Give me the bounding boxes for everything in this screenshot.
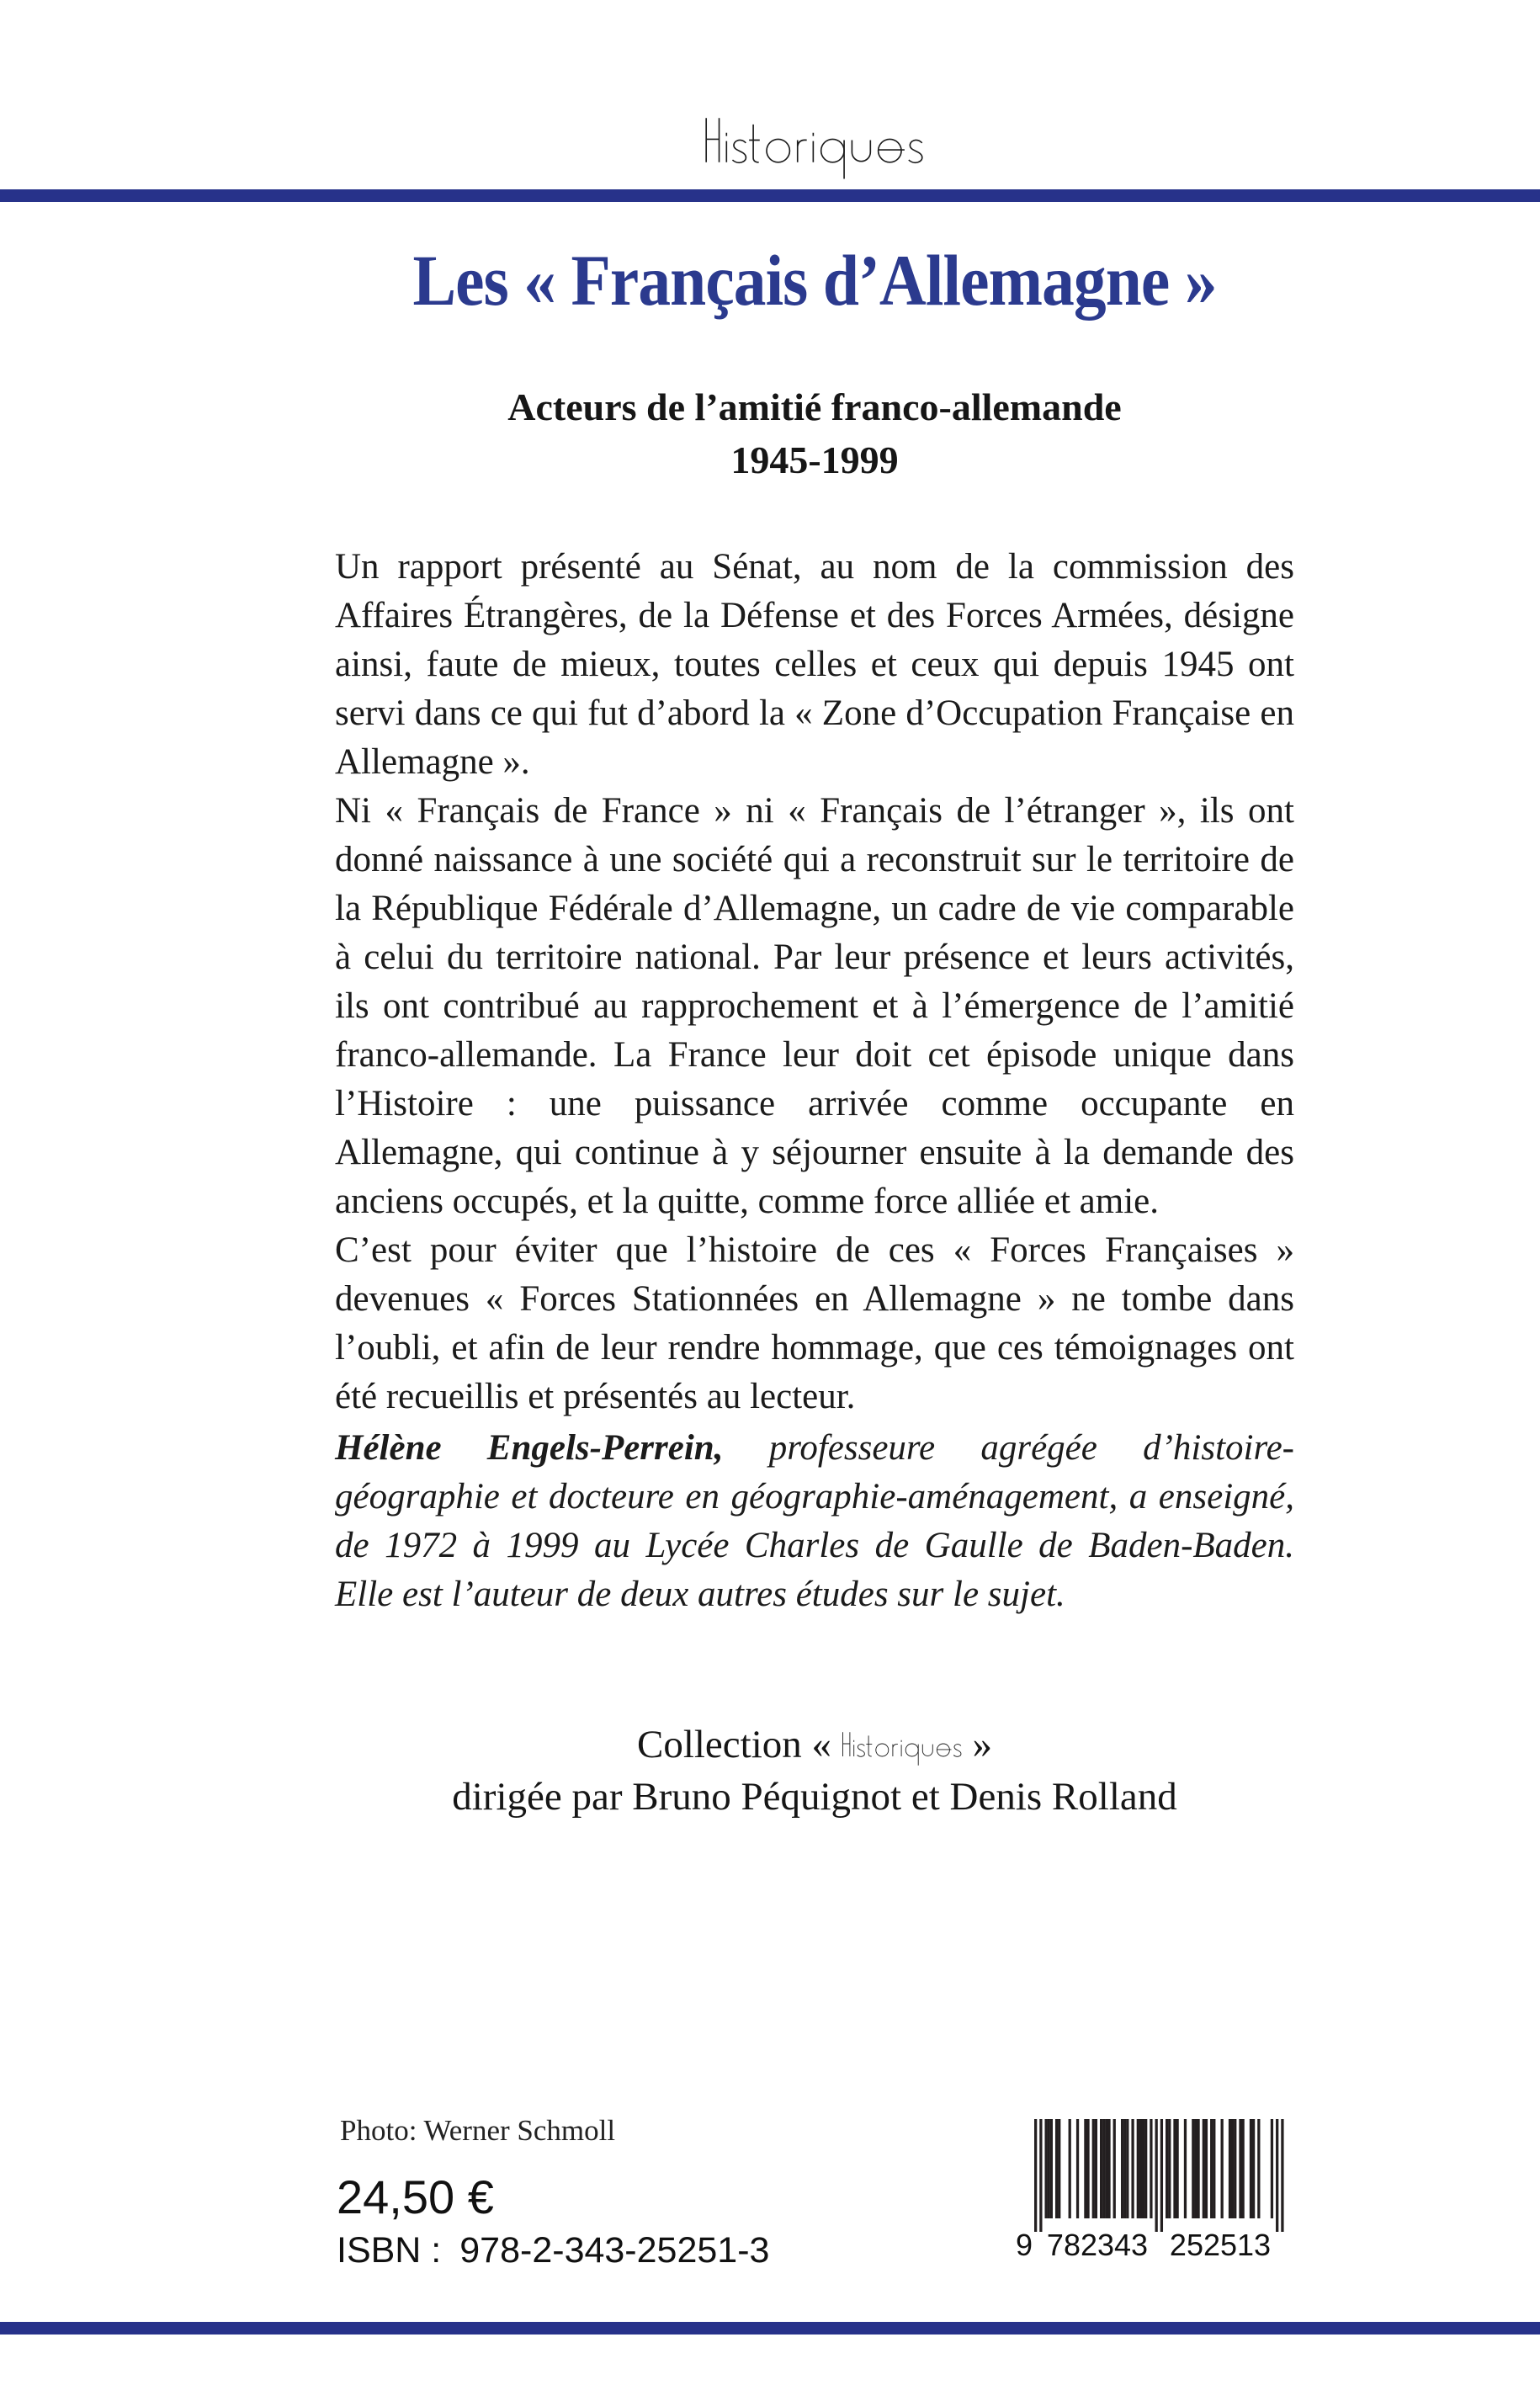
historiques-logo-icon bbox=[704, 116, 925, 181]
barcode-digit-group2: 782343 bbox=[1046, 2228, 1149, 2262]
collection-directors: dirigée par Bruno Péquignot et Denis Rolland bbox=[452, 1775, 1177, 1819]
historiques-logo-icon bbox=[842, 1731, 963, 1766]
author-bio-text: professeure agrégée d’histoire-géographie et docteure en géographie-aménagement, a enseigné, de 1972 à 1999 au Lycée Charles de Gaulle de Baden-Baden. Elle est l’auteur de deux autres études sur le sujet. bbox=[335, 1428, 1295, 1614]
subtitle-line2: 1945-1999 bbox=[730, 438, 899, 481]
body-paragraph: C’est pour éviter que l’histoire de ces « Forces Françaises » devenues « Forces Stationnées en Allemagne » ne tombe dans l’oubli, et afin de leur rendre hommage, que ces témoignages ont été recueillis et présentés au lecteur. bbox=[335, 1230, 1294, 1416]
collection-logo bbox=[335, 116, 1294, 185]
bottom-divider-bar bbox=[0, 2322, 1540, 2335]
author-bio bbox=[335, 1424, 1294, 1619]
ean13-barcode bbox=[1014, 2119, 1285, 2264]
collection-suffix: » bbox=[962, 1723, 993, 1766]
book-subtitle bbox=[335, 380, 1294, 486]
collection-line bbox=[335, 1718, 1294, 1771]
body-paragraph: Un rapport présenté au Sénat, au nom de la commission des Affaires Étrangères, de la Défense et des Forces Armées, désigne ainsi, faute de mieux, toutes celles et ceux qui depuis 1945 ont servi dans ce qui fut d’abord la « Zone d’Occupation Française en Allemagne ». bbox=[335, 547, 1294, 782]
barcode-digit-group1: 9 bbox=[1015, 2228, 1033, 2262]
author-name: Hélène Engels-Perrein, bbox=[335, 1428, 724, 1468]
isbn-label: ISBN : bbox=[337, 2230, 442, 2271]
back-cover-blurb bbox=[335, 543, 1294, 1421]
body-paragraph: Ni « Français de France » ni « Français de l’étranger », ils ont donné naissance à une société qui a reconstruit sur le territoire de la République Fédérale d’Allemagne, un cadre de vie comparable à celui du territoire national. Par leur présence et leurs activités, ils ont contribué au rapprochement et à l’émergence de l’amitié franco-allemande. La France leur doit cet épisode unique dans l’Histoire : une puissance arrivée comme occupante en Allemagne, qui continue à y séjourner ensuite à la demande des anciens occupés, et la quitte, comme force alliée et amie. bbox=[335, 791, 1294, 1221]
collection-block bbox=[335, 1718, 1294, 1823]
price: 24,50 € bbox=[337, 2170, 494, 2223]
photo-credit: Photo: Werner Schmoll bbox=[340, 2114, 616, 2147]
collection-prefix: Collection « bbox=[636, 1723, 842, 1766]
subtitle-line1: Acteurs de l’amitié franco-allemande bbox=[507, 385, 1122, 428]
isbn-value: 978-2-343-25251-3 bbox=[459, 2230, 770, 2271]
top-divider-bar bbox=[0, 189, 1540, 202]
barcode-digit-group3: 252513 bbox=[1169, 2228, 1272, 2262]
barcode-bars bbox=[1034, 2119, 1284, 2232]
isbn-line bbox=[337, 2230, 769, 2271]
book-title: Les « Français d’Allemagne » bbox=[412, 240, 1217, 321]
